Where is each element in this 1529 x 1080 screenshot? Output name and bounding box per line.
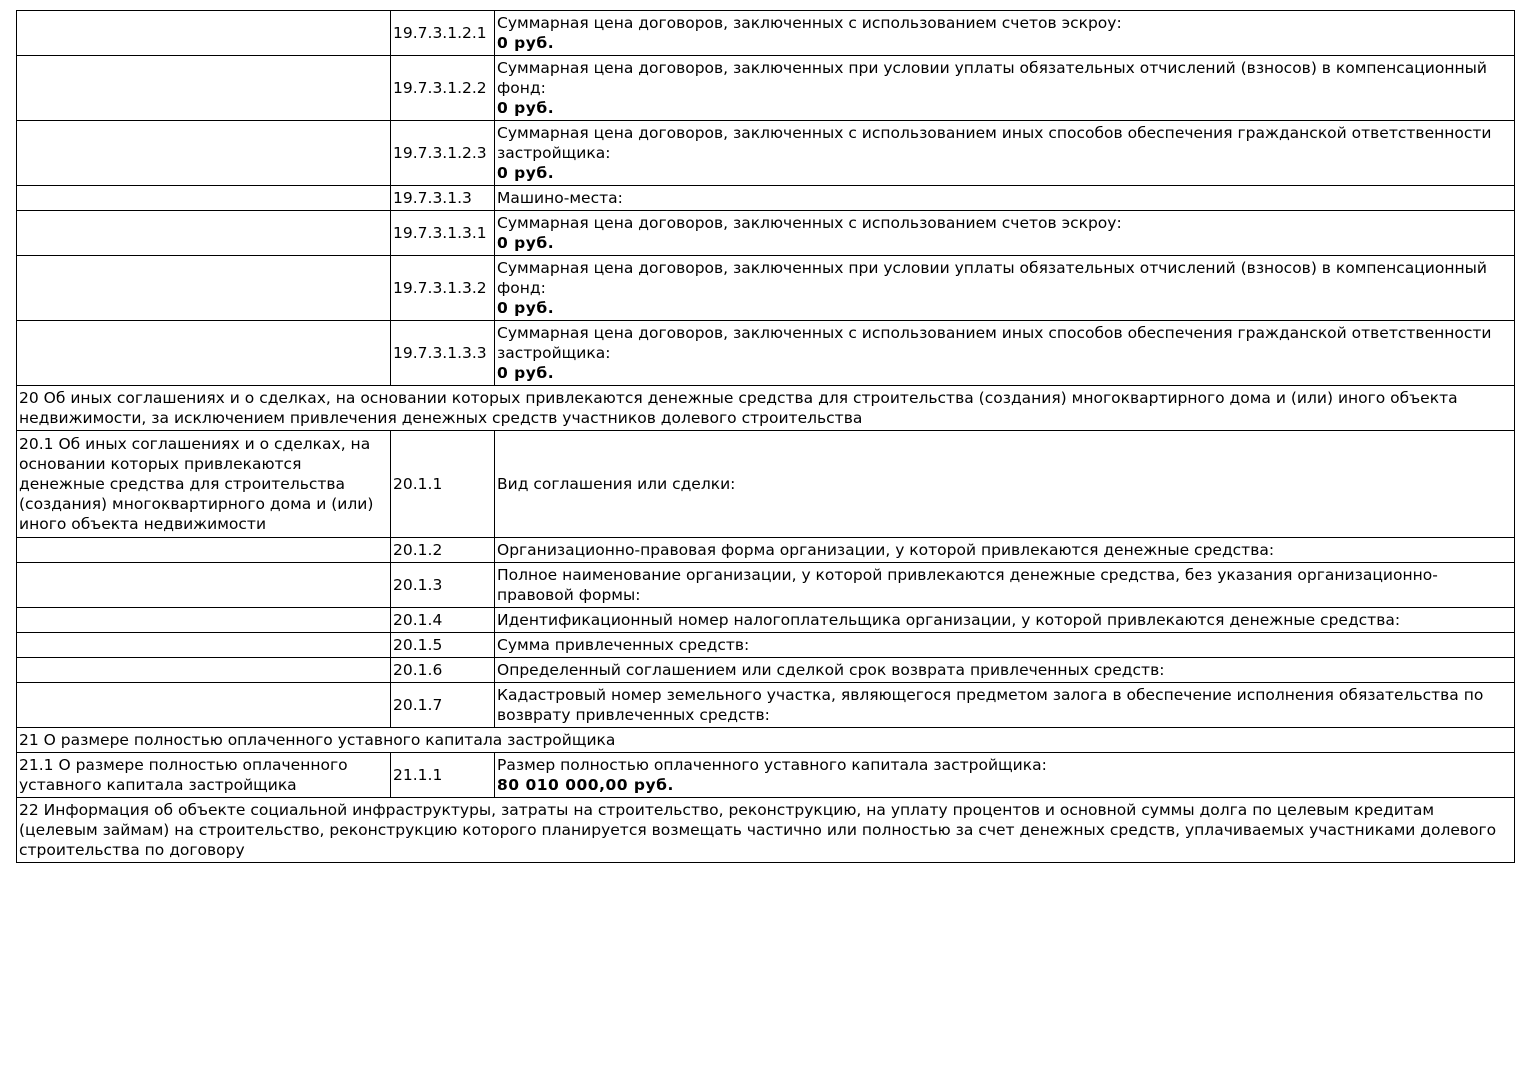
- row-content: [495, 56, 1515, 121]
- row-label: Суммарная цена договоров, заключенных при условии уплаты обязательных отчислений (взносов) в компенсационный фонд:: [497, 259, 1487, 297]
- empty-cell: [17, 633, 391, 658]
- row-label: Сумма привлеченных средств:: [495, 633, 1515, 658]
- empty-cell: [17, 56, 391, 121]
- empty-cell: [17, 658, 391, 683]
- table-row: [17, 633, 1515, 658]
- row-amount: 0 руб.: [497, 99, 555, 117]
- row-number: 20.1.5: [391, 633, 495, 658]
- table-row: [17, 256, 1515, 321]
- table-row: [17, 608, 1515, 633]
- empty-cell: [17, 321, 391, 386]
- section-header-row: [17, 798, 1515, 863]
- row-number: 20.1.1: [391, 431, 495, 538]
- section-header-row: [17, 386, 1515, 431]
- row-amount: 0 руб.: [497, 34, 555, 52]
- section-header-row: [17, 728, 1515, 753]
- row-content: [495, 753, 1515, 798]
- row-amount: 80 010 000,00 руб.: [497, 776, 674, 794]
- empty-cell: [17, 121, 391, 186]
- row-label: Суммарная цена договоров, заключенных при условии уплаты обязательных отчислений (взносов) в компенсационный фонд:: [497, 59, 1487, 97]
- empty-cell: [17, 211, 391, 256]
- table-row: [17, 753, 1515, 798]
- section-21-title: 21 О размере полностью оплаченного уставного капитала застройщика: [17, 728, 1515, 753]
- row-content: [495, 121, 1515, 186]
- table-row: [17, 321, 1515, 386]
- subsection-21-1-title: 21.1 О размере полностью оплаченного уставного капитала застройщика: [17, 753, 391, 798]
- row-number: 19.7.3.1.3.2: [391, 256, 495, 321]
- row-amount: 0 руб.: [497, 364, 555, 382]
- disclosure-table: [16, 10, 1515, 863]
- empty-cell: [17, 538, 391, 563]
- row-amount: 0 руб.: [497, 164, 555, 182]
- row-amount: 0 руб.: [497, 234, 555, 252]
- row-label: Определенный соглашением или сделкой срок возврата привлеченных средств:: [495, 658, 1515, 683]
- section-22-title: 22 Информация об объекте социальной инфраструктуры, затраты на строительство, реконструкцию, на уплату процентов и основной суммы долга по целевым кредитам (целевым займам) на строительство, реконструкцию которого планируется возмещать частично или полностью за счет денежных средств, уплачиваемых участниками долевого строительства по договору: [17, 798, 1515, 863]
- table-row: [17, 538, 1515, 563]
- row-label: Суммарная цена договоров, заключенных с использованием иных способов обеспечения гражданской ответственности застройщика:: [497, 324, 1492, 362]
- row-number: 20.1.6: [391, 658, 495, 683]
- row-content: [495, 11, 1515, 56]
- row-number: 19.7.3.1.2.1: [391, 11, 495, 56]
- row-number: 19.7.3.1.2.2: [391, 56, 495, 121]
- row-number: 19.7.3.1.3.1: [391, 211, 495, 256]
- table-row: [17, 563, 1515, 608]
- row-content: [495, 321, 1515, 386]
- table-row: [17, 11, 1515, 56]
- row-label: Кадастровый номер земельного участка, являющегося предметом залога в обеспечение исполнения обязательства по возврату привлеченных средств:: [495, 683, 1515, 728]
- row-amount: 0 руб.: [497, 299, 555, 317]
- row-number: 20.1.4: [391, 608, 495, 633]
- table-row: [17, 56, 1515, 121]
- row-number: 20.1.3: [391, 563, 495, 608]
- empty-cell: [17, 256, 391, 321]
- row-label: Полное наименование организации, у которой привлекаются денежные средства, без указания организационно-правовой формы:: [495, 563, 1515, 608]
- row-label: Суммарная цена договоров, заключенных с использованием счетов эскроу:: [497, 14, 1122, 32]
- empty-cell: [17, 608, 391, 633]
- row-number: 20.1.2: [391, 538, 495, 563]
- empty-cell: [17, 563, 391, 608]
- table-row: [17, 683, 1515, 728]
- row-label: Организационно-правовая форма организации, у которой привлекаются денежные средства:: [495, 538, 1515, 563]
- subsection-20-1-title: 20.1 Об иных соглашениях и о сделках, на основании которых привлекаются денежные средства для строительства (создания) многоквартирного дома и (или) иного объекта недвижимости: [17, 431, 391, 538]
- row-label: Машино-места:: [495, 186, 1515, 211]
- row-number: 21.1.1: [391, 753, 495, 798]
- section-20-title: 20 Об иных соглашениях и о сделках, на основании которых привлекаются денежные средства для строительства (создания) многоквартирного дома и (или) иного объекта недвижимости, за исключением привлечения денежных средств участников долевого строительства: [17, 386, 1515, 431]
- table-row: [17, 211, 1515, 256]
- table-row: [17, 658, 1515, 683]
- row-label: Суммарная цена договоров, заключенных с использованием иных способов обеспечения гражданской ответственности застройщика:: [497, 124, 1492, 162]
- row-label: Суммарная цена договоров, заключенных с использованием счетов эскроу:: [497, 214, 1122, 232]
- row-number: 19.7.3.1.3: [391, 186, 495, 211]
- empty-cell: [17, 186, 391, 211]
- empty-cell: [17, 683, 391, 728]
- table-row: [17, 431, 1515, 538]
- row-label: Идентификационный номер налогоплательщика организации, у которой привлекаются денежные средства:: [495, 608, 1515, 633]
- empty-cell: [17, 11, 391, 56]
- row-number: 20.1.7: [391, 683, 495, 728]
- row-content: [495, 211, 1515, 256]
- row-content: [495, 256, 1515, 321]
- row-number: 19.7.3.1.3.3: [391, 321, 495, 386]
- table-row: [17, 186, 1515, 211]
- table-row: [17, 121, 1515, 186]
- row-number: 19.7.3.1.2.3: [391, 121, 495, 186]
- row-label: Вид соглашения или сделки:: [495, 431, 1515, 538]
- row-label: Размер полностью оплаченного уставного капитала застройщика:: [497, 756, 1047, 774]
